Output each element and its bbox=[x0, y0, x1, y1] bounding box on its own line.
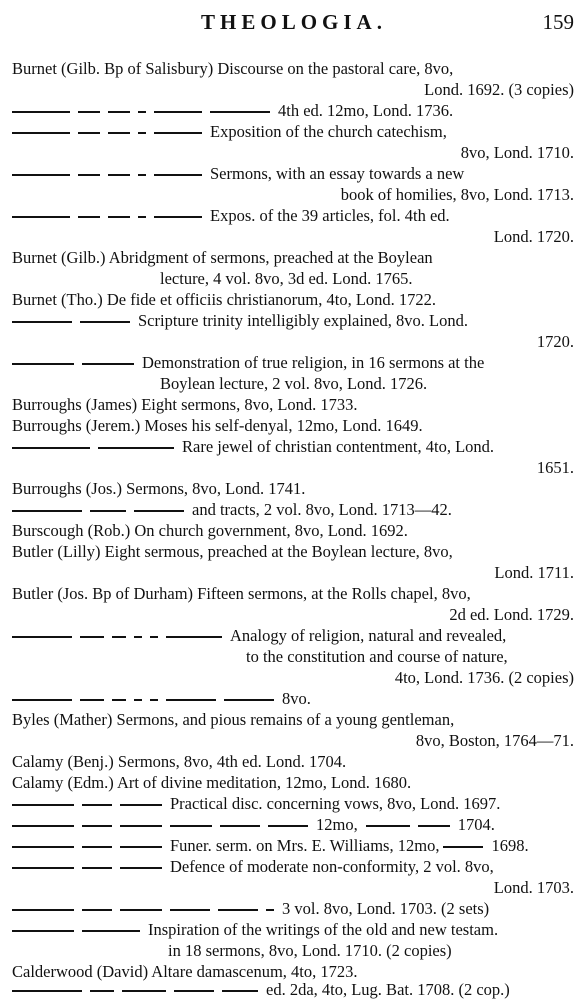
entry-line: Calamy (Benj.) Sermons, 8vo, 4th ed. Lond. 1704. bbox=[12, 752, 347, 771]
entry-text: Exposition of the church catechism, bbox=[210, 122, 447, 141]
ditto-dash bbox=[150, 636, 158, 638]
entry-line bbox=[12, 898, 489, 920]
entry-line bbox=[12, 688, 311, 710]
ditto-dash bbox=[122, 990, 166, 992]
entry-text: Funer. serm. on Mrs. E. Williams, 12mo, bbox=[170, 836, 440, 855]
ditto-dash bbox=[108, 132, 130, 134]
ditto-dash bbox=[78, 174, 100, 176]
entry-line bbox=[12, 856, 494, 878]
ditto-dash bbox=[134, 699, 142, 701]
ditto-dash bbox=[112, 636, 126, 638]
entry-line: lecture, 4 vol. 8vo, 3d ed. Lond. 1765. bbox=[160, 269, 413, 288]
entry-line: 8vo, Lond. 1710. bbox=[460, 143, 574, 162]
ditto-dash bbox=[120, 846, 162, 848]
entry-text: Rare jewel of christian contentment, 4to, Lond. bbox=[182, 437, 495, 456]
ditto-dash bbox=[78, 111, 100, 113]
ditto-dash bbox=[154, 174, 202, 176]
ditto-dash bbox=[112, 699, 126, 701]
entry-text: 3 vol. 8vo, Lond. 1703. (2 sets) bbox=[282, 899, 490, 918]
ditto-dash bbox=[82, 867, 112, 869]
ditto-dash bbox=[220, 825, 260, 827]
ditto-dash bbox=[170, 825, 212, 827]
ditto-dash bbox=[222, 990, 258, 992]
ditto-dash bbox=[210, 111, 270, 113]
entry-text: 8vo. bbox=[282, 689, 311, 708]
ditto-dash bbox=[80, 636, 104, 638]
entry-line bbox=[12, 121, 447, 143]
ditto-dash bbox=[366, 825, 410, 827]
entry-text: 4th ed. 12mo, Lond. 1736. bbox=[278, 101, 454, 120]
entry-line: 1720. bbox=[536, 332, 574, 351]
entry-text: Inspiration of the writings of the old and new testam. bbox=[148, 920, 499, 939]
entry-text: Demonstration of true religion, in 16 sermons at the bbox=[142, 353, 485, 372]
entry-line bbox=[12, 835, 529, 857]
ditto-dash bbox=[78, 132, 100, 134]
entry-line: 8vo, Boston, 1764—71. bbox=[415, 731, 574, 750]
entry-line: Lond. 1720. bbox=[493, 227, 574, 246]
entry-line: Lond. 1692. (3 copies) bbox=[424, 80, 574, 99]
entry-line bbox=[12, 310, 468, 332]
entry-text: Expos. of the 39 articles, fol. 4th ed. bbox=[210, 206, 450, 225]
ditto-dash bbox=[134, 636, 142, 638]
ditto-dash bbox=[12, 111, 70, 113]
entry-text: Defence of moderate non-conformity, 2 vol. 8vo, bbox=[170, 857, 494, 876]
ditto-dash bbox=[82, 804, 112, 806]
ditto-dash bbox=[12, 804, 74, 806]
entry-line bbox=[12, 979, 510, 1001]
ditto-dash bbox=[134, 510, 184, 512]
ditto-dash bbox=[138, 174, 146, 176]
ditto-dash bbox=[266, 909, 274, 911]
entry-line: Burroughs (Jos.) Sermons, 8vo, Lond. 1741. bbox=[12, 479, 306, 498]
ditto-dash bbox=[154, 216, 202, 218]
ditto-dash bbox=[12, 846, 74, 848]
entry-line bbox=[12, 163, 464, 185]
ditto-dash bbox=[268, 825, 308, 827]
ditto-dash bbox=[12, 825, 74, 827]
entry-line bbox=[12, 814, 495, 836]
entry-line bbox=[12, 793, 500, 815]
ditto-dash bbox=[82, 825, 112, 827]
ditto-dash bbox=[12, 447, 90, 449]
ditto-dash bbox=[78, 216, 100, 218]
entry-text: 12mo, bbox=[316, 815, 358, 834]
ditto-dash bbox=[12, 174, 70, 176]
entry-line: Calderwood (David) Altare damascenum, 4to, 1723. bbox=[12, 962, 358, 981]
ditto-dash bbox=[138, 111, 146, 113]
page-title: THEOLOGIA. bbox=[201, 10, 387, 34]
ditto-dash bbox=[12, 636, 72, 638]
entry-line bbox=[12, 100, 453, 122]
ditto-dash bbox=[12, 909, 74, 911]
entry-text: 1704. bbox=[457, 815, 495, 834]
entry-line: Byles (Mather) Sermons, and pious remains of a young gentleman, bbox=[12, 710, 455, 729]
entry-line bbox=[12, 436, 494, 458]
ditto-dash bbox=[12, 990, 82, 992]
entry-line: Burnet (Gilb. Bp of Salisbury) Discourse on the pastoral care, 8vo, bbox=[12, 59, 454, 78]
ditto-dash bbox=[90, 990, 114, 992]
ditto-dash bbox=[120, 867, 162, 869]
ditto-dash bbox=[82, 930, 140, 932]
ditto-dash bbox=[166, 636, 222, 638]
ditto-dash bbox=[138, 216, 146, 218]
ditto-dash bbox=[108, 174, 130, 176]
entry-line bbox=[12, 919, 498, 941]
ditto-dash bbox=[166, 699, 216, 701]
entry-line: 2d ed. Lond. 1729. bbox=[449, 605, 574, 624]
entry-text: Practical disc. concerning vows, 8vo, Lond. 1697. bbox=[170, 794, 501, 813]
ditto-dash bbox=[12, 510, 82, 512]
entry-line: Burscough (Rob.) On church government, 8vo, Lond. 1692. bbox=[12, 521, 408, 540]
entry-line: Butler (Jos. Bp of Durham) Fifteen sermons, at the Rolls chapel, 8vo, bbox=[12, 584, 471, 603]
entry-line: Burroughs (Jerem.) Moses his self-denyal, 12mo, Lond. 1649. bbox=[12, 416, 423, 435]
ditto-dash bbox=[174, 990, 214, 992]
entry-line bbox=[12, 499, 452, 521]
ditto-dash bbox=[12, 321, 72, 323]
ditto-dash bbox=[138, 132, 146, 134]
entry-line bbox=[12, 205, 450, 227]
entry-text: Sermons, with an essay towards a new bbox=[210, 164, 465, 183]
entry-line: Butler (Lilly) Eight sermous, preached at the Boylean lecture, 8vo, bbox=[12, 542, 453, 561]
ditto-dash bbox=[80, 699, 104, 701]
entry-line: Burnet (Gilb.) Abridgment of sermons, preached at the Boylean bbox=[12, 248, 433, 267]
entry-line: 1651. bbox=[536, 458, 574, 477]
ditto-dash bbox=[82, 909, 112, 911]
entry-text: ed. 2da, 4to, Lug. Bat. 1708. (2 cop.) bbox=[266, 980, 510, 999]
ditto-dash bbox=[108, 111, 130, 113]
entry-text: 1698. bbox=[491, 836, 529, 855]
ditto-dash bbox=[120, 909, 162, 911]
ditto-dash bbox=[82, 363, 134, 365]
entry-line: Boylean lecture, 2 vol. 8vo, Lond. 1726. bbox=[160, 374, 428, 393]
ditto-dash bbox=[90, 510, 126, 512]
ditto-dash bbox=[443, 846, 483, 848]
ditto-dash bbox=[12, 930, 74, 932]
entry-line bbox=[12, 352, 484, 374]
entry-line: to the constitution and course of nature, bbox=[246, 647, 508, 666]
ditto-dash bbox=[82, 846, 112, 848]
ditto-dash bbox=[170, 909, 210, 911]
entry-line: Burroughs (James) Eight sermons, 8vo, Lond. 1733. bbox=[12, 395, 358, 414]
ditto-dash bbox=[218, 909, 258, 911]
entry-line bbox=[12, 625, 506, 647]
entry-text: Analogy of religion, natural and revealed, bbox=[230, 626, 507, 645]
entry-line: 4to, Lond. 1736. (2 copies) bbox=[394, 668, 574, 687]
page-number: 159 bbox=[542, 10, 574, 34]
ditto-dash bbox=[80, 321, 130, 323]
ditto-dash bbox=[12, 867, 74, 869]
ditto-dash bbox=[150, 699, 158, 701]
ditto-dash bbox=[154, 111, 202, 113]
entry-line: Burnet (Tho.) De fide et officiis christianorum, 4to, Lond. 1722. bbox=[12, 290, 437, 309]
ditto-dash bbox=[120, 825, 162, 827]
ditto-dash bbox=[108, 216, 130, 218]
ditto-dash bbox=[120, 804, 162, 806]
ditto-dash bbox=[12, 363, 74, 365]
ditto-dash bbox=[12, 699, 72, 701]
ditto-dash bbox=[12, 132, 70, 134]
entry-line: Calamy (Edm.) Art of divine meditation, 12mo, Lond. 1680. bbox=[12, 773, 412, 792]
ditto-dash bbox=[418, 825, 450, 827]
entry-line: Lond. 1711. bbox=[494, 563, 574, 582]
ditto-dash bbox=[154, 132, 202, 134]
entry-line: in 18 sermons, 8vo, Lond. 1710. (2 copies) bbox=[168, 941, 452, 960]
ditto-dash bbox=[12, 216, 70, 218]
ditto-dash bbox=[224, 699, 274, 701]
entry-text: and tracts, 2 vol. 8vo, Lond. 1713—42. bbox=[192, 500, 452, 519]
entry-line: Lond. 1703. bbox=[493, 878, 574, 897]
entry-line: book of homilies, 8vo, Lond. 1713. bbox=[340, 185, 574, 204]
ditto-dash bbox=[98, 447, 174, 449]
entry-text: Scripture trinity intelligibly explained, 8vo. Lond. bbox=[138, 311, 468, 330]
